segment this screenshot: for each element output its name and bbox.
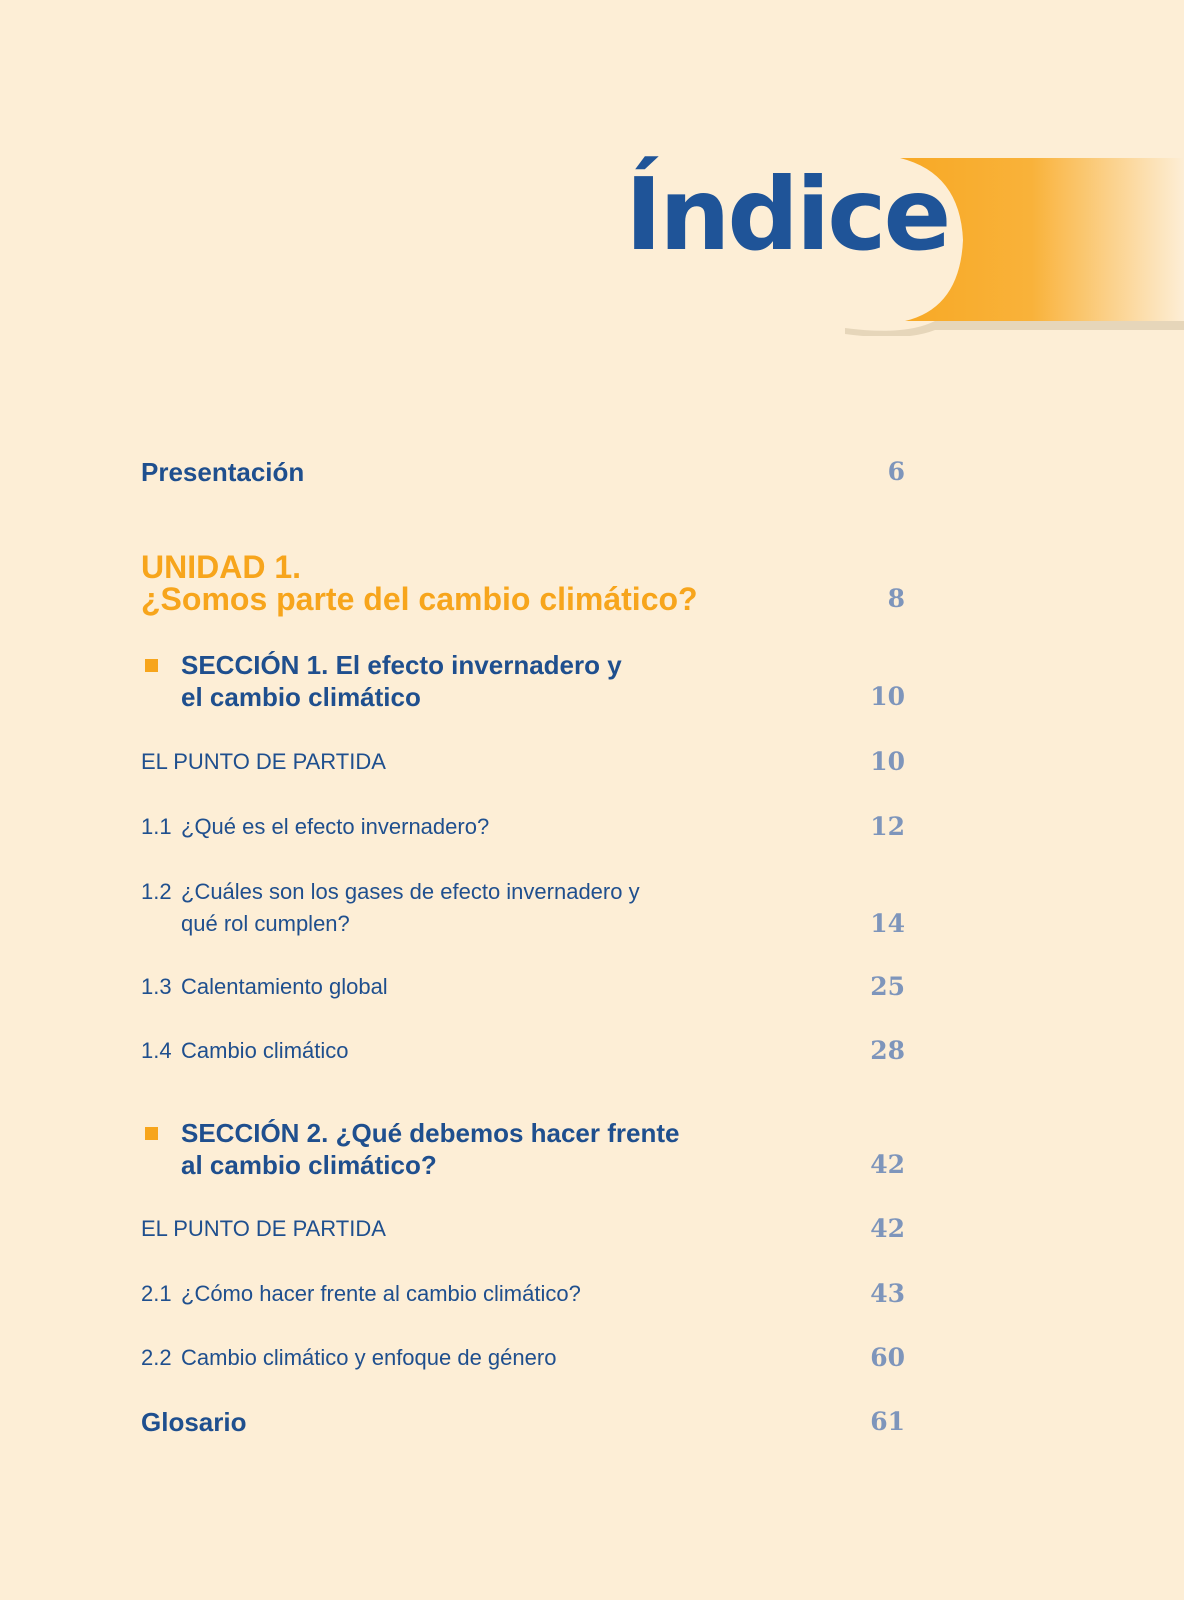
section-title-line-2: al cambio climático? (181, 1150, 437, 1180)
page-title: Índice (625, 156, 949, 273)
toc-entry-label: Glosario (141, 1407, 247, 1437)
toc-entry-presentation[interactable] (141, 456, 905, 488)
item-title-line-1: ¿Cuáles son los gases de efecto invernadero y (181, 879, 640, 904)
toc-entry-label (141, 1278, 581, 1310)
toc-entry-label (141, 811, 489, 843)
toc-entry-starting-point-1[interactable] (141, 746, 905, 778)
item-title: Cambio climático y enfoque de género (181, 1345, 557, 1370)
toc-entry-section-2[interactable] (141, 1117, 905, 1181)
item-number: 1.2 (141, 879, 172, 904)
toc-entry-1-2[interactable] (141, 876, 905, 940)
section-title-line-1: SECCIÓN 2. ¿Qué debemos hacer frente (181, 1118, 680, 1148)
unit-heading (141, 551, 698, 615)
item-number: 1.3 (141, 974, 172, 999)
toc-entry-section-1[interactable] (141, 649, 905, 713)
toc-entry-2-1[interactable] (141, 1278, 905, 1310)
item-title: Calentamiento global (181, 974, 388, 999)
toc-entry-label: EL PUNTO DE PARTIDA (141, 1216, 386, 1241)
toc-page-number: 10 (870, 747, 905, 776)
unit-number: UNIDAD 1. (141, 549, 302, 585)
section-title-line-2: el cambio climático (181, 682, 421, 712)
toc-entry-starting-point-2[interactable] (141, 1213, 905, 1245)
toc-entry-label (141, 1342, 556, 1374)
toc-page-number: 8 (887, 584, 905, 613)
toc-entry-label: Presentación (141, 457, 305, 487)
item-number: 1.4 (141, 1038, 172, 1063)
item-title: ¿Cómo hacer frente al cambio climático? (181, 1281, 581, 1306)
toc-entry-glossary[interactable] (141, 1406, 905, 1438)
toc-entry-label (141, 876, 640, 940)
toc-entry-label (141, 1035, 349, 1067)
toc-page-number: 6 (887, 457, 905, 486)
toc-page-number: 61 (870, 1407, 905, 1436)
toc-page-number: 14 (870, 909, 905, 938)
unit-title: ¿Somos parte del cambio climático? (141, 581, 698, 617)
toc-page-number: 60 (870, 1343, 905, 1372)
toc-entry-1-3[interactable] (141, 971, 905, 1003)
section-heading (141, 649, 622, 713)
toc-page-number: 10 (870, 682, 905, 711)
toc-entry-label: EL PUNTO DE PARTIDA (141, 749, 386, 774)
item-number: 2.1 (141, 1281, 172, 1306)
toc-page-number: 42 (870, 1214, 905, 1243)
toc-entry-unit-1[interactable] (141, 551, 905, 615)
section-title-line-1: SECCIÓN 1. El efecto invernadero y (181, 650, 622, 680)
toc-page-number: 43 (870, 1279, 905, 1308)
toc-entry-label (141, 971, 388, 1003)
toc-entry-2-2[interactable] (141, 1342, 905, 1374)
item-title-line-2: qué rol cumplen? (181, 911, 350, 936)
item-title: Cambio climático (181, 1038, 349, 1063)
item-number: 2.2 (141, 1345, 172, 1370)
item-number: 1.1 (141, 814, 172, 839)
toc-entry-1-4[interactable] (141, 1035, 905, 1067)
toc-page-number: 28 (870, 1036, 905, 1065)
toc-page-number: 42 (870, 1150, 905, 1179)
toc-page-number: 25 (870, 972, 905, 1001)
toc-entry-1-1[interactable] (141, 811, 905, 843)
toc-page-number: 12 (870, 812, 905, 841)
item-title: ¿Qué es el efecto invernadero? (181, 814, 490, 839)
section-heading (141, 1117, 679, 1181)
